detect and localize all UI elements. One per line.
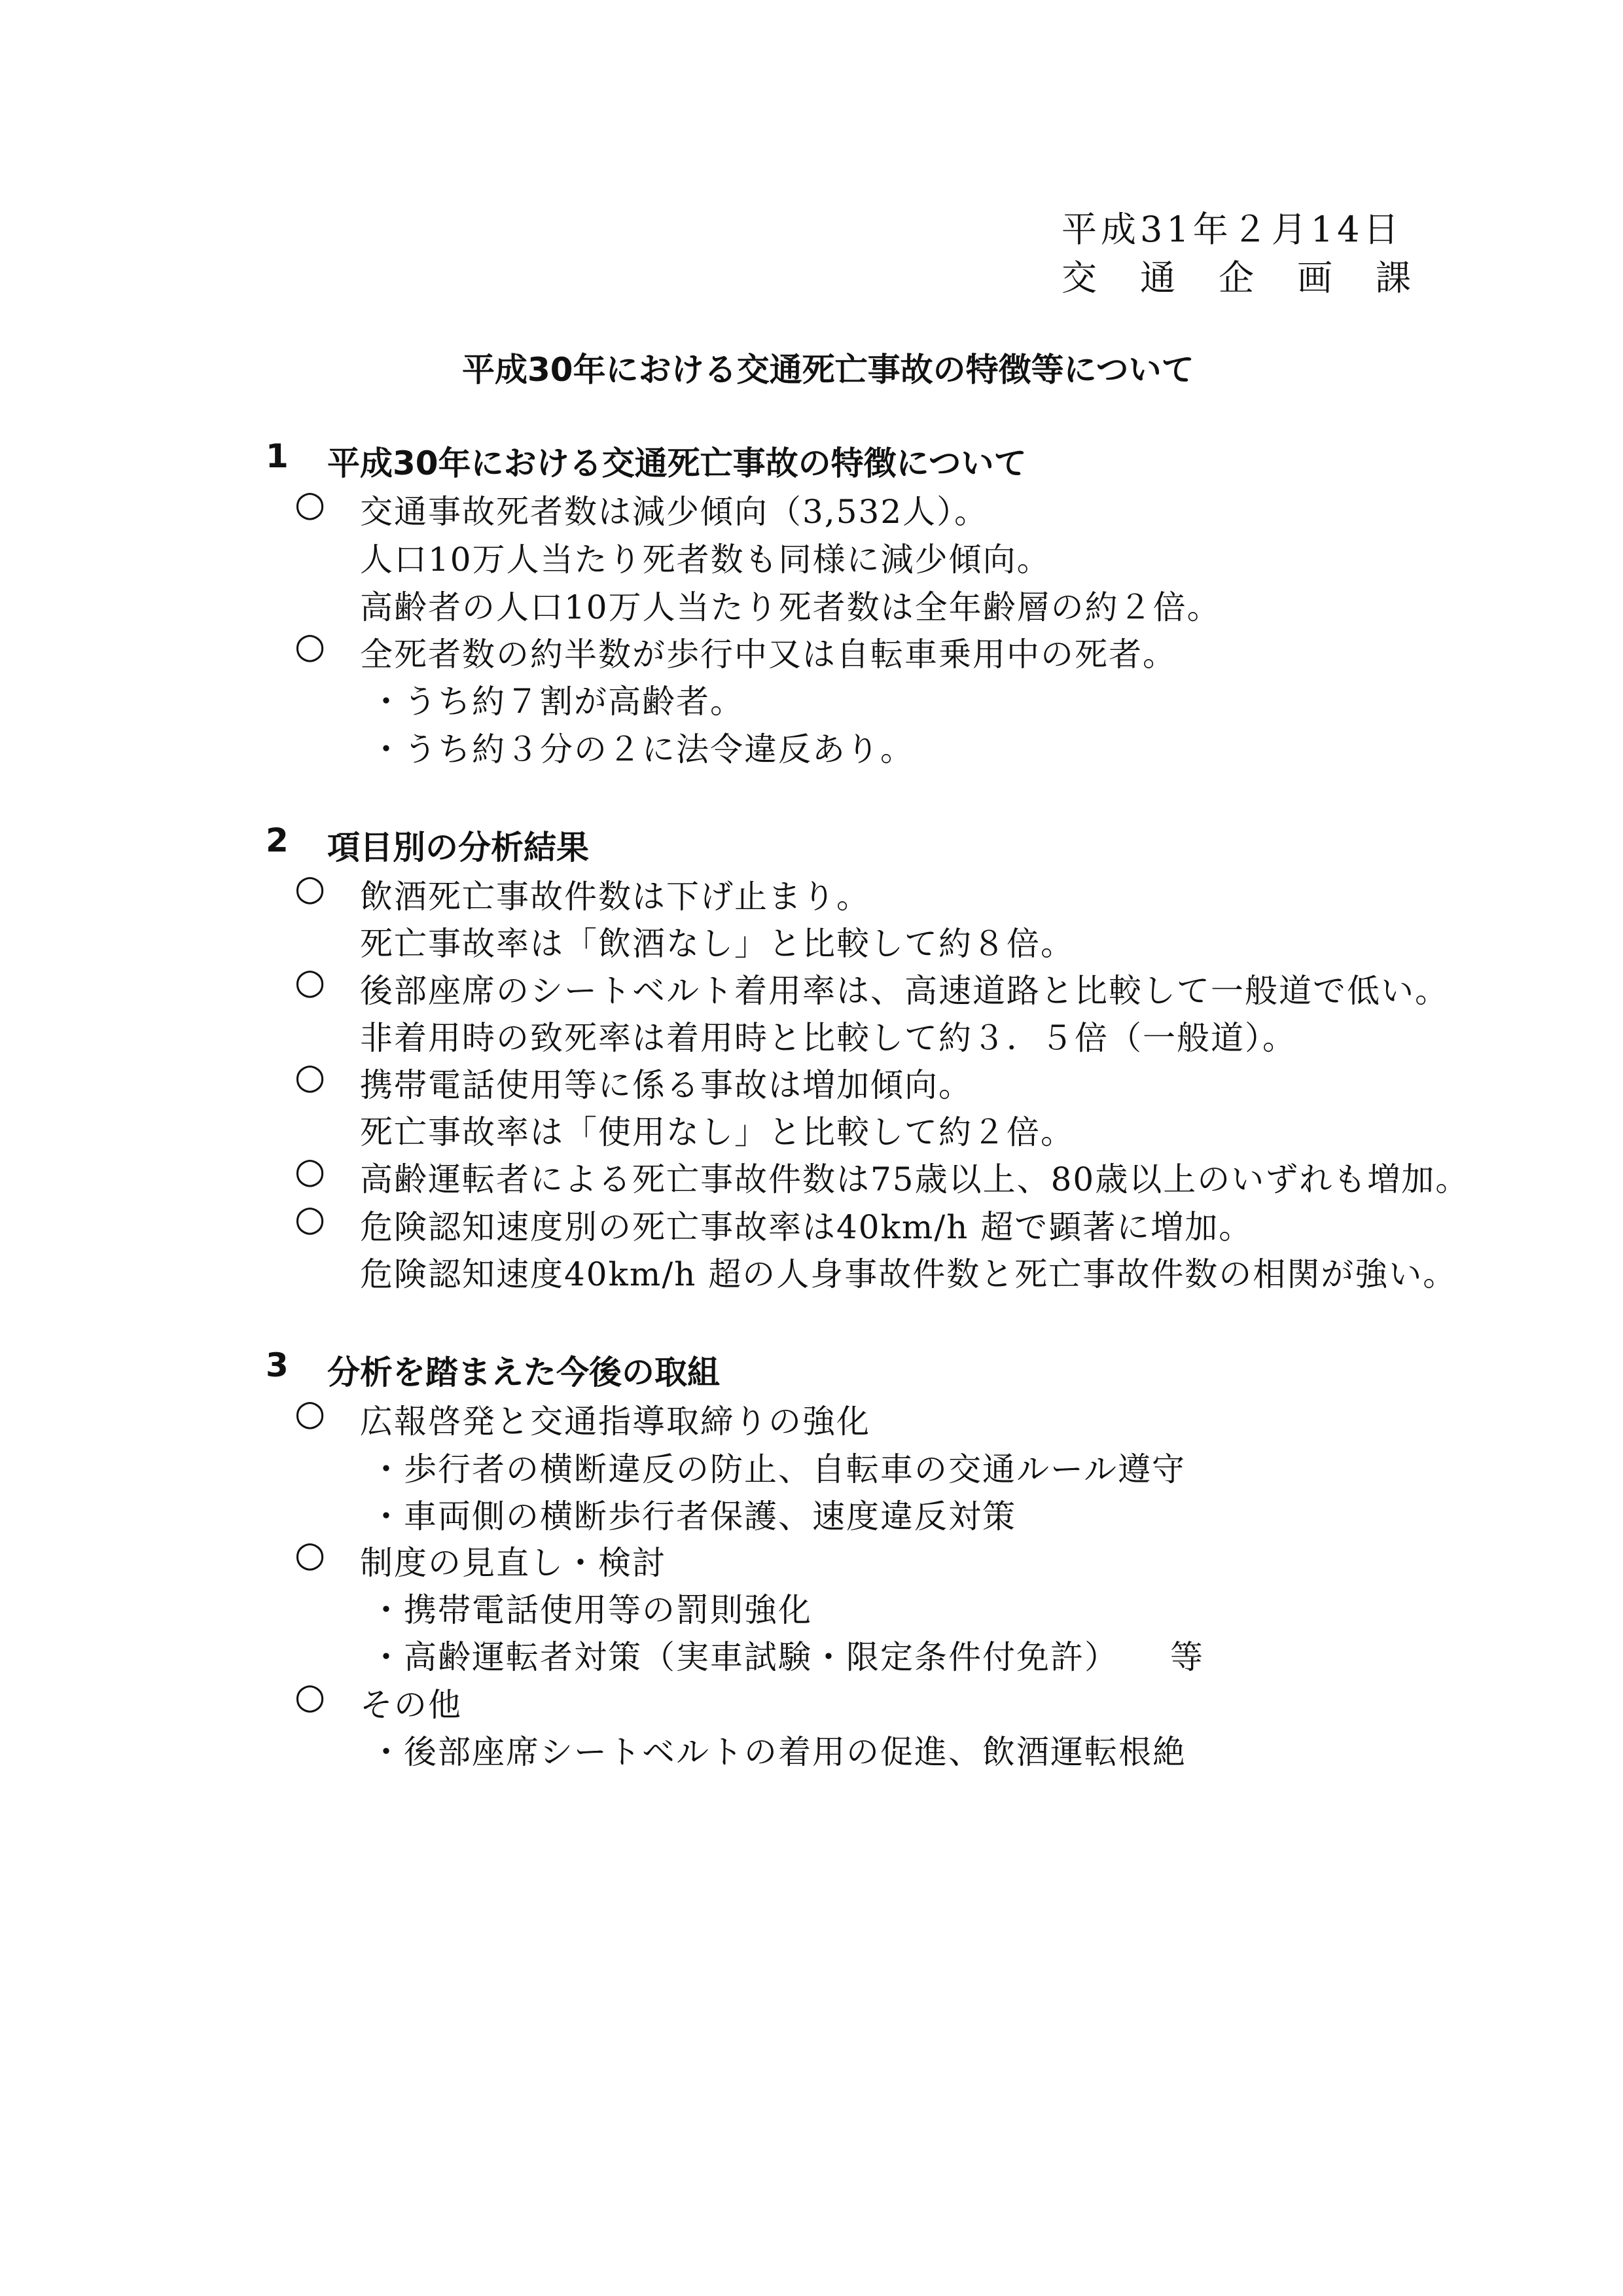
section-2-number: 2	[266, 821, 289, 859]
section-3-bullet-1: ○	[294, 1392, 326, 1433]
section-3-line-7: その他	[360, 1686, 462, 1724]
section-2-line-1: 飲酒死亡事故件数は下げ止まり。	[360, 878, 870, 916]
section-2-line-6: 死亡事故率は「使用なし」と比較して約２倍。	[360, 1113, 1075, 1151]
section-2-line-4: 非着用時の致死率は着用時と比較して約３．５倍（一般道）。	[360, 1019, 1296, 1057]
section-1-number: 1	[266, 437, 289, 475]
section-3-line-1: 広報啓発と交通指導取締りの強化	[360, 1403, 870, 1441]
section-1-bullet-1: ○	[294, 483, 326, 524]
section-1-line-2: 人口10万人当たり死者数も同様に減少傾向。	[360, 541, 1051, 579]
section-2-heading: 項目別の分析結果	[327, 829, 589, 867]
section-1-heading: 平成30年における交通死亡事故の特徴について	[327, 444, 1027, 482]
section-1-line-1: 交通事故死者数は減少傾向（3,532人）。	[360, 493, 989, 531]
section-1-line-6: ・うち約３分の２に法令違反あり。	[370, 730, 914, 768]
section-3-line-2: ・歩行者の横断違反の防止、自転車の交通ルール遵守	[370, 1450, 1186, 1488]
section-1-line-4: 全死者数の約半数が歩行中又は自転車乗用中の死者。	[360, 636, 1177, 673]
section-3-line-3: ・車両側の横断歩行者保護、速度違反対策	[370, 1498, 1016, 1535]
section-2-bullet-3: ○	[294, 1056, 326, 1097]
section-2-line-5: 携帯電話使用等に係る事故は増加傾向。	[360, 1066, 972, 1104]
section-3-number: 3	[266, 1346, 289, 1384]
document-title: 平成30年における交通死亡事故の特徴等について	[462, 351, 1194, 389]
document-date: 平成31年２月14日	[1061, 209, 1403, 250]
section-3-heading: 分析を踏まえた今後の取組	[327, 1354, 720, 1391]
section-3-bullet-2: ○	[294, 1534, 326, 1575]
section-2-bullet-1: ○	[294, 867, 326, 908]
section-3-bullet-3: ○	[294, 1676, 326, 1717]
section-2-bullet-2: ○	[294, 961, 326, 1002]
section-2-bullet-4: ○	[294, 1150, 326, 1191]
section-2-line-2: 死亡事故率は「飲酒なし」と比較して約８倍。	[360, 925, 1075, 963]
section-3-line-8: ・後部座席シートベルトの着用の促進、飲酒運転根絶	[370, 1733, 1186, 1771]
section-1-bullet-2: ○	[294, 625, 326, 666]
section-3-line-6: ・高齢運転者対策（実車試験・限定条件付免許） 等	[370, 1638, 1204, 1676]
section-2-line-9: 危険認知速度40km/h 超の人身事故件数と死亡事故件数の相関が強い。	[360, 1255, 1457, 1293]
section-1-line-5: ・うち約７割が高齢者。	[370, 683, 744, 721]
section-3-line-4: 制度の見直し・検討	[360, 1544, 666, 1582]
section-1-line-3: 高齢者の人口10万人当たり死者数は全年齢層の約２倍。	[360, 588, 1221, 626]
section-2-bullet-5: ○	[294, 1198, 326, 1239]
department-name: 交通企画課	[1061, 257, 1454, 298]
section-2-line-7: 高齢運転者による死亡事故件数は75歳以上、80歳以上のいずれも増加。	[360, 1160, 1470, 1198]
section-2-line-3: 後部座席のシートベルト着用率は、高速道路と比較して一般道で低い。	[360, 972, 1449, 1010]
section-2-line-8: 危険認知速度別の死亡事故率は40km/h 超で顕著に増加。	[360, 1208, 1253, 1246]
section-3-line-5: ・携帯電話使用等の罰則強化	[370, 1591, 812, 1629]
